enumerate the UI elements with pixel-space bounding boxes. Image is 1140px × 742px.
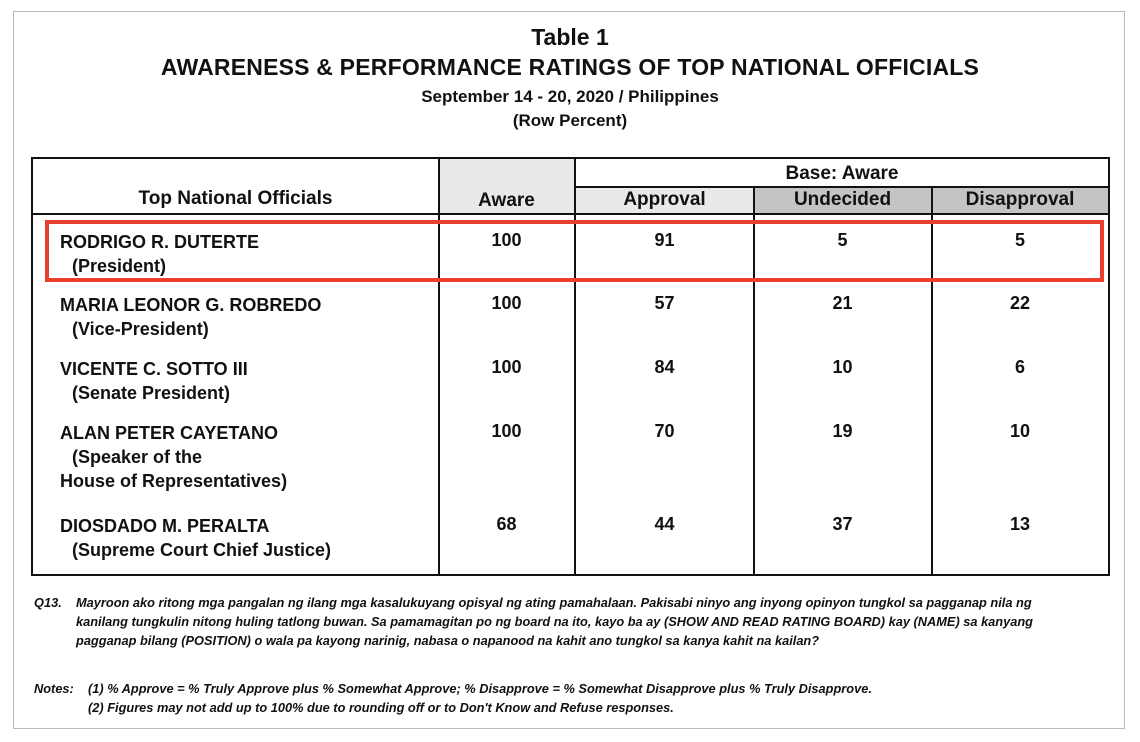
official-name: RODRIGO R. DUTERTE	[60, 232, 260, 252]
notes-label: Notes:	[34, 681, 74, 696]
approval-value: 57	[654, 293, 675, 313]
official-name: MARIA LEONOR G. ROBREDO	[60, 295, 322, 315]
header-officials: Top National Officials	[138, 188, 333, 209]
table-row	[60, 357, 248, 405]
header-undecided: Undecided	[793, 189, 892, 210]
question-text: Mayroon ako ritong mga pangalan ng ilang mga kasalukuyang opisyal ng ating pamahalaan. Pakisabi ninyo ang inyong opinyon tungkol sa pagganap nila ng kanilang tungkulin nitong huling tatlong buwan. Sa pamamagitan po ng board na ito, kayo ba ay (SHOW AND READ RATING BOARD) kay (NAME) sa kanyang pagganap bilang (POSITION) o wala pa kayong narinig, nabasa o napanood na kahit ano tungkol sa kanya kahit na kailan?	[76, 595, 1033, 648]
official-position: (Senate President)	[72, 383, 231, 403]
approval-value: 44	[654, 514, 675, 534]
aware-value: 100	[491, 357, 522, 377]
note-1: (1) % Approve = % Truly Approve plus % Somewhat Approve; % Disapprove = % Somewhat Disapprove plus % Truly Disapprove.	[88, 681, 872, 696]
header-rule	[33, 213, 1108, 215]
official-position: (Supreme Court Chief Justice)	[72, 540, 332, 560]
table-row	[60, 293, 321, 341]
aware-value: 100	[491, 230, 522, 250]
disapproval-value: 22	[1009, 293, 1031, 313]
approval-value: 70	[654, 421, 675, 441]
group-header-rule	[575, 186, 1108, 188]
highlight-box	[45, 220, 1104, 282]
official-position: (Speaker of the	[72, 447, 203, 467]
question-label: Q13.	[34, 595, 62, 610]
official-name: DIOSDADO M. PERALTA	[60, 516, 270, 536]
table-number: Table 1	[531, 24, 609, 50]
header-approval: Approval	[623, 189, 706, 210]
official-position: (Vice-President)	[72, 319, 209, 339]
header-aware: Aware	[478, 190, 535, 211]
approval-value: 84	[654, 357, 675, 377]
undecided-value: 19	[832, 421, 853, 441]
disapproval-value: 5	[1014, 230, 1025, 250]
official-name: ALAN PETER CAYETANO	[60, 423, 279, 443]
survey-date: September 14 - 20, 2020 / Philippines	[421, 87, 719, 106]
official-position: House of Representatives)	[60, 471, 288, 491]
approval-value: 91	[654, 230, 675, 250]
row-percent-note: (Row Percent)	[512, 111, 628, 130]
undecided-value: 5	[837, 230, 848, 250]
note-2: (2) Figures may not add up to 100% due to rounding off or to Don't Know and Refuse responses.	[88, 700, 674, 715]
table-row	[60, 421, 287, 493]
disapproval-value: 10	[1009, 421, 1031, 441]
undecided-value: 37	[832, 514, 853, 534]
header-disapproval: Disapproval	[965, 189, 1075, 210]
disapproval-value: 6	[1014, 357, 1025, 377]
aware-value: 68	[496, 514, 517, 534]
table-row	[60, 514, 331, 562]
undecided-value: 21	[832, 293, 853, 313]
aware-value: 100	[491, 293, 522, 313]
aware-value: 100	[491, 421, 522, 441]
header-base-aware: Base: Aware	[785, 163, 899, 184]
table-title: AWARENESS & PERFORMANCE RATINGS OF TOP NATIONAL OFFICIALS	[160, 54, 980, 80]
official-position: (President)	[72, 256, 167, 276]
official-name: VICENTE C. SOTTO III	[60, 359, 248, 379]
undecided-value: 10	[832, 357, 853, 377]
disapproval-value: 13	[1009, 514, 1031, 534]
